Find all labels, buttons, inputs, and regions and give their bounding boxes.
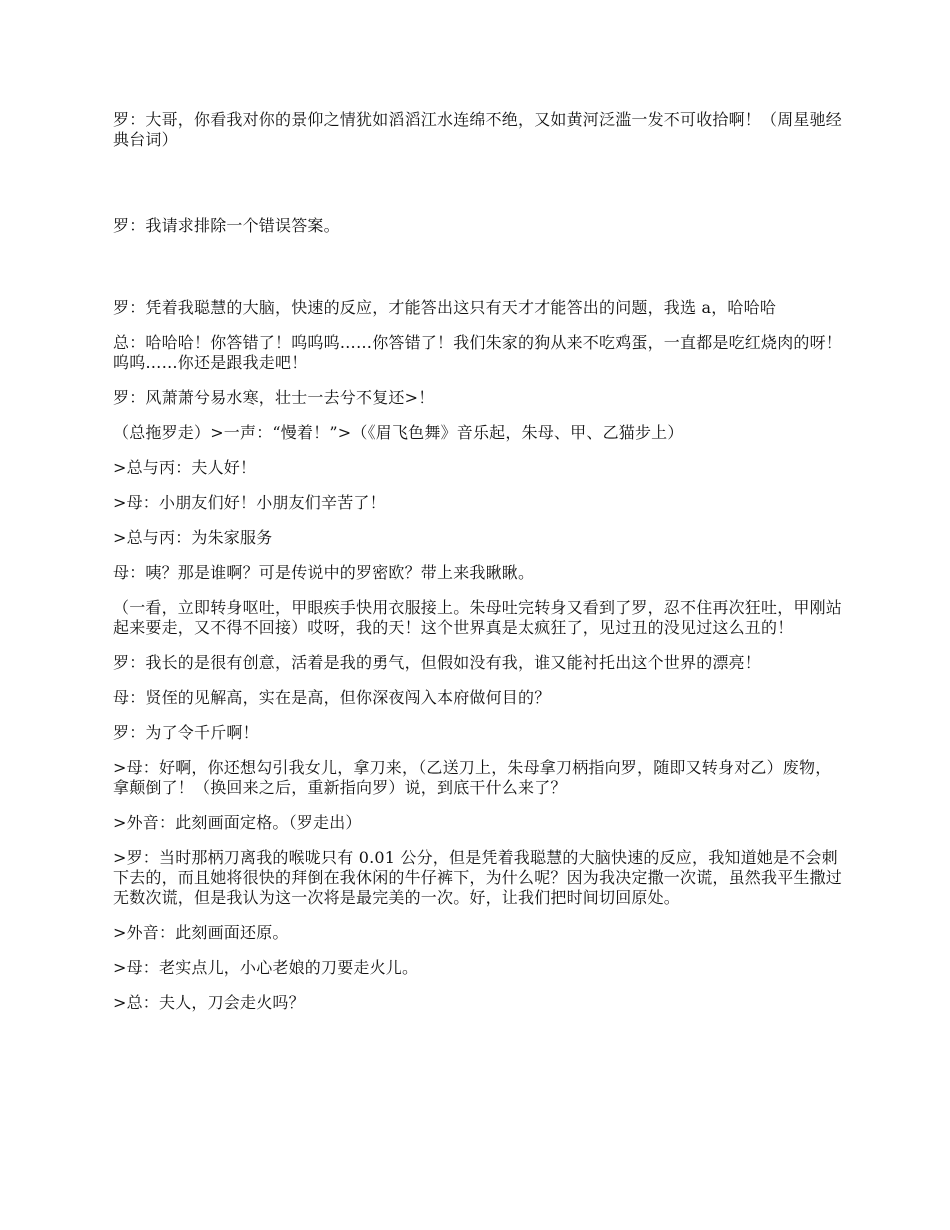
paragraph: >外音：此刻画面定格。（罗走出）	[113, 813, 362, 832]
paragraph: 罗：风萧萧兮易水寒，壮士一去兮不复还>！	[113, 388, 435, 407]
paragraph: >母：小朋友们好！小朋友们辛苦了！	[113, 493, 386, 512]
paragraph: 罗：为了令千斤啊！	[113, 723, 259, 742]
paragraph: >总：夫人，刀会走火吗？	[113, 993, 305, 1012]
paragraph: >总与丙：夫人好！	[113, 458, 257, 477]
paragraph: >总与丙：为朱家服务	[113, 528, 273, 547]
paragraph: >母：好啊，你还想勾引我女儿，拿刀来，（乙送刀上，朱母拿刀柄指向罗，随即又转身对乙）废物，拿颠倒了！（换回来之后，重新指向罗）说，到底干什么来了？	[113, 758, 832, 797]
paragraph: >母：老实点儿，小心老娘的刀要走火儿。	[113, 958, 419, 977]
paragraph: 母：咦？那是谁啊？可是传说中的罗密欧？带上来我瞅瞅。	[113, 563, 535, 582]
paragraph: 罗：大哥，你看我对你的景仰之情犹如滔滔江水连绵不绝，又如黄河泛滥一发不可收拾啊！（周星驰经典台词）	[113, 110, 843, 149]
paragraph: 罗：我请求排除一个错误答案。	[113, 216, 340, 235]
paragraph: >罗：当时那柄刀离我的喉咙只有 0.01 公分，但是凭着我聪慧的大脑快速的反应，我知道她是不会刺下去的，而且她将很快的拜倒在我休闲的牛仔裤下，为什么呢？因为我决定撒一次谎，虽然我平生撒过无数次谎，但是我认为这一次将是最完美的一次。好，让我们把时间切回原处。	[113, 848, 843, 907]
paragraph: 母：贤侄的见解高，实在是高，但你深夜闯入本府做何目的？	[113, 688, 551, 707]
paragraph: 罗：凭着我聪慧的大脑，快速的反应，才能答出这只有天才才能答出的问题，我选 a，哈哈哈	[113, 298, 777, 317]
paragraph: 罗：我长的是很有创意，活着是我的勇气，但假如没有我，谁又能衬托出这个世界的漂亮！	[113, 653, 762, 672]
paragraph: （一看，立即转身呕吐，甲眼疾手快用衣服接上。朱母吐完转身又看到了罗，忍不住再次狂吐，甲刚站起来要走，又不得不回接）哎呀，我的天！这个世界真是太疯狂了，见过丑的没见过这么丑的！	[113, 598, 843, 637]
paragraph: 总：哈哈哈！你答错了！呜呜呜……你答错了！我们朱家的狗从来不吃鸡蛋，一直都是吃红烧肉的呀！呜呜……你还是跟我走吧！	[113, 333, 843, 372]
document-body	[113, 110, 843, 1028]
paragraph: >外音：此刻画面还原。	[113, 923, 289, 942]
paragraph: （总拖罗走）>一声：“慢着！”>（《眉飞色舞》音乐起，朱母、甲、乙猫步上）	[113, 423, 684, 442]
